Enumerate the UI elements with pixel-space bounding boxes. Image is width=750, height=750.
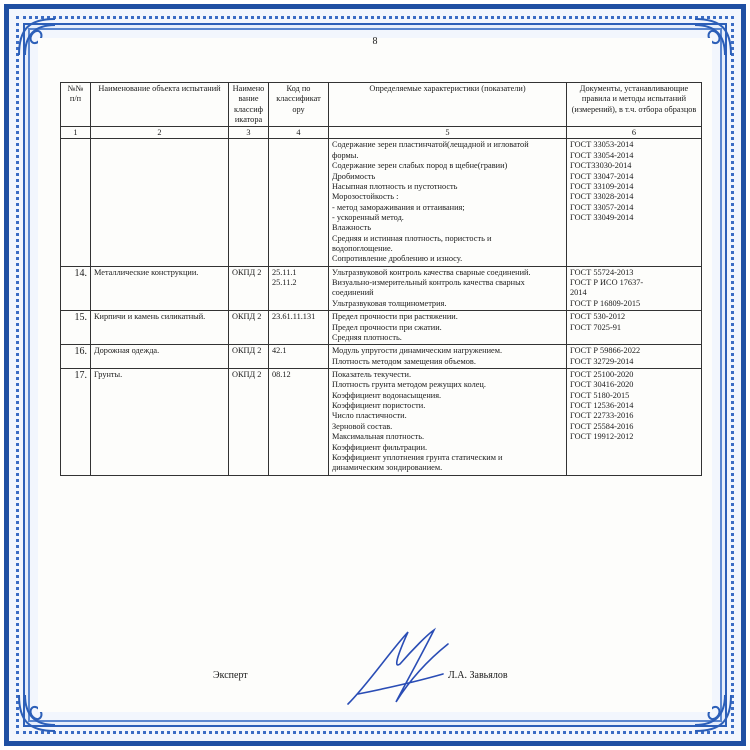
code-line: 42.1 [272, 346, 287, 356]
characteristics-cell [329, 139, 567, 266]
documents-cell [567, 345, 702, 369]
document-line: ГОСТ Р 16809-2015 [570, 298, 641, 308]
header-documents: Документы, устанавливающие правила и методы испытаний (измерений), в т.ч. отбора образцов [567, 83, 702, 127]
document-page [38, 38, 712, 712]
expert-label: Эксперт [213, 670, 248, 681]
document-line: ГОСТ 7025-91 [570, 322, 622, 332]
characteristics-cell [329, 311, 567, 345]
document-line: ГОСТ Р ИСО 17637- [570, 278, 644, 288]
table-row-15 [61, 311, 702, 345]
code-line: 23.61.11.131 [272, 312, 316, 322]
documents-cell [567, 266, 702, 310]
classifier: ОКПД 2 [229, 345, 269, 369]
document-line: ГОСТ 33053-2014 [570, 140, 634, 150]
characteristics-cell [329, 345, 567, 369]
row-number-cell [61, 139, 91, 266]
document-line: ГОСТ 55724-2013 [570, 267, 634, 277]
code-line: 25.11.1 [272, 267, 297, 277]
characteristic-line: Сопротивление дроблению и износу. [332, 254, 463, 264]
code-cell [269, 345, 329, 369]
characteristic-line: динамическим зондированием. [332, 463, 443, 473]
document-line: ГОСТ 25100-2020 [570, 369, 634, 379]
characteristic-line: формы. [332, 150, 359, 160]
document-line: ГОСТ Р 59866-2022 [570, 346, 641, 356]
table-row-14 [61, 266, 702, 310]
accreditation-scope-table [60, 82, 702, 476]
document-line: ГОСТ 5180-2015 [570, 390, 630, 400]
row-number: 14. [61, 266, 91, 310]
characteristic-line: Максимальная плотность. [332, 432, 425, 442]
characteristic-line: Средняя и истинная плотность, пористость и [332, 233, 492, 243]
characteristics-cell [329, 266, 567, 310]
document-line: ГОСТ 33109-2014 [570, 181, 634, 191]
page-number: 8 [372, 36, 378, 47]
characteristic-line: Число пластичности. [332, 411, 407, 421]
characteristic-line: Коэффициент фильтрации. [332, 442, 428, 452]
document-line: ГОСТ33030-2014 [570, 161, 632, 171]
column-number: 2 [91, 127, 229, 139]
document-line: ГОСТ 30416-2020 [570, 380, 634, 390]
characteristics-cell [329, 368, 567, 475]
document-line: 2014 [570, 288, 587, 298]
document-line: ГОСТ 22733-2016 [570, 411, 634, 421]
characteristic-line: Модуль упругости динамическим нагружением. [332, 346, 503, 356]
classifier: ОКПД 2 [229, 311, 269, 345]
characteristic-line: Показатель текучести. [332, 369, 412, 379]
document-line: ГОСТ 32729-2014 [570, 356, 634, 366]
header-object-name: Наименование объекта испытаний [91, 83, 229, 127]
header-classifier: Наимено вание классиф икатора [229, 83, 269, 127]
classifier: ОКПД 2 [229, 368, 269, 475]
column-number: 4 [269, 127, 329, 139]
column-number: 1 [61, 127, 91, 139]
characteristic-line: Содержание зерен пластинчатой(лещадной и игловатой [332, 140, 529, 150]
document-line: ГОСТ 530-2012 [570, 312, 626, 322]
header-number: №№ п/п [61, 83, 91, 127]
characteristic-line: Дробимость [332, 171, 376, 181]
header-characteristics: Определяемые характеристики (показатели) [329, 83, 567, 127]
handwritten-signature [338, 624, 458, 712]
characteristic-line: Коэффициент водонасыщения. [332, 390, 442, 400]
characteristic-line: Визуально-измерительный контроль качества сварных [332, 278, 525, 288]
characteristic-line: Предел прочности при сжатии. [332, 322, 442, 332]
classifier-cell [229, 139, 269, 266]
header-code: Код по классификат ору [269, 83, 329, 127]
characteristic-line: Ультразвуковая толщинометрия. [332, 298, 447, 308]
characteristic-line: Коэффициент уплотнения грунта статическим и [332, 452, 503, 462]
characteristic-line: Морозостойкость : [332, 192, 399, 202]
characteristic-line: соединений [332, 288, 374, 298]
code-cell [269, 311, 329, 345]
table-row-17 [61, 368, 702, 475]
characteristic-line: - ускоренный метод. [332, 212, 404, 222]
expert-name: Л.А. Завьялов [448, 670, 508, 681]
document-line: ГОСТ 25584-2016 [570, 421, 634, 431]
row-number: 16. [61, 345, 91, 369]
characteristic-line: Насыпная плотность и пустотность [332, 181, 458, 191]
characteristic-line: Содержание зерен слабых пород в щебне(гравии) [332, 161, 508, 171]
document-line: ГОСТ 33057-2014 [570, 202, 634, 212]
row-number: 15. [61, 311, 91, 345]
characteristic-line: Плотность грунта методом режущих колец. [332, 380, 486, 390]
table-header-row [61, 83, 702, 127]
characteristic-line: Предел прочности при растяжении. [332, 312, 458, 322]
documents-cell [567, 311, 702, 345]
code-cell [269, 139, 329, 266]
document-line: ГОСТ 33054-2014 [570, 150, 634, 160]
document-line: ГОСТ 33028-2014 [570, 192, 634, 202]
characteristic-line: Влажность [332, 223, 371, 233]
column-number: 5 [329, 127, 567, 139]
document-line: ГОСТ 33047-2014 [570, 171, 634, 181]
code-line: 25.11.2 [272, 278, 297, 288]
code-cell [269, 368, 329, 475]
code-line: 08.12 [272, 369, 291, 379]
column-number: 6 [567, 127, 702, 139]
document-line: ГОСТ 33049-2014 [570, 212, 634, 222]
object-name: Дорожная одежда. [91, 345, 229, 369]
table-row-16 [61, 345, 702, 369]
code-cell [269, 266, 329, 310]
characteristic-line: Коэффициент пористости. [332, 401, 426, 411]
column-number-row [61, 127, 702, 139]
documents-cell [567, 139, 702, 266]
classifier: ОКПД 2 [229, 266, 269, 310]
column-number: 3 [229, 127, 269, 139]
object-name: Металлические конструкции. [91, 266, 229, 310]
document-line: ГОСТ 12536-2014 [570, 401, 634, 411]
document-line: ГОСТ 19912-2012 [570, 432, 634, 442]
characteristic-line: Ультразвуковой контроль качества сварные соединений. [332, 267, 531, 277]
characteristic-line: Зерновой состав. [332, 421, 393, 431]
characteristic-line: водопоглощение. [332, 244, 393, 254]
object-name: Грунты. [91, 368, 229, 475]
object-name: Кирпичи и камень силикатный. [91, 311, 229, 345]
characteristic-line: Средняя плотность. [332, 332, 402, 342]
documents-cell [567, 368, 702, 475]
characteristic-line: - метод замораживания и оттаивания; [332, 202, 465, 212]
row-number: 17. [61, 368, 91, 475]
table-row-continuation [61, 139, 702, 266]
object-name-cell [91, 139, 229, 266]
characteristic-line: Плотность методом замещения объемов. [332, 356, 476, 366]
